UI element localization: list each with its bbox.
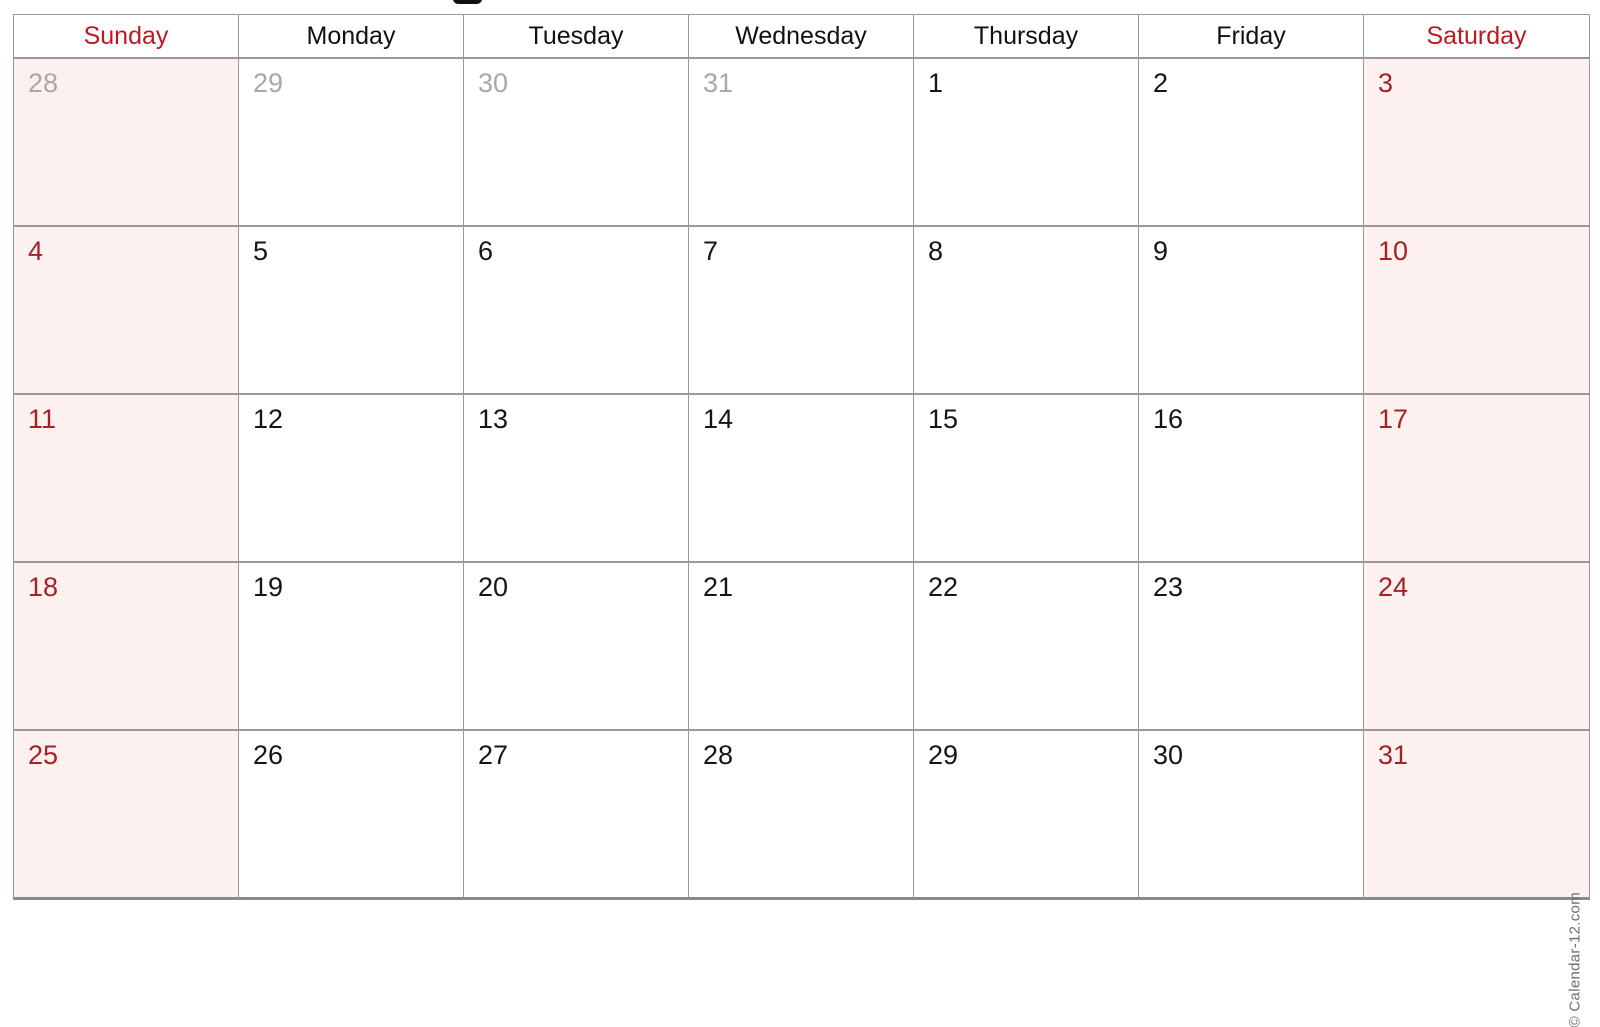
week-row-3 xyxy=(14,393,1589,561)
day-cell-16: 16 xyxy=(1139,395,1364,561)
day-cell-prev-29: 29 xyxy=(239,59,464,225)
week-row-4 xyxy=(14,561,1589,729)
weekday-header-row xyxy=(14,15,1589,57)
week-row-2 xyxy=(14,225,1589,393)
day-cell-21: 21 xyxy=(689,563,914,729)
watermark-credit: © Calendar-12.com xyxy=(1566,892,1583,1027)
week-row-1 xyxy=(14,57,1589,225)
day-cell-10: 10 xyxy=(1364,227,1589,393)
weekday-header-saturday: Saturday xyxy=(1364,15,1589,57)
weekday-header-monday: Monday xyxy=(239,15,464,57)
day-cell-3: 3 xyxy=(1364,59,1589,225)
day-cell-24: 24 xyxy=(1364,563,1589,729)
day-cell-prev-30: 30 xyxy=(464,59,689,225)
week-row-5 xyxy=(14,729,1589,897)
day-cell-7: 7 xyxy=(689,227,914,393)
day-cell-15: 15 xyxy=(914,395,1139,561)
day-cell-25: 25 xyxy=(14,731,239,897)
day-cell-prev-28: 28 xyxy=(14,59,239,225)
day-cell-26: 26 xyxy=(239,731,464,897)
day-cell-20: 20 xyxy=(464,563,689,729)
day-cell-6: 6 xyxy=(464,227,689,393)
day-cell-29: 29 xyxy=(914,731,1139,897)
day-cell-22: 22 xyxy=(914,563,1139,729)
day-cell-31: 31 xyxy=(1364,731,1589,897)
day-cell-9: 9 xyxy=(1139,227,1364,393)
day-cell-18: 18 xyxy=(14,563,239,729)
weekday-header-tuesday: Tuesday xyxy=(464,15,689,57)
day-cell-8: 8 xyxy=(914,227,1139,393)
day-cell-4: 4 xyxy=(14,227,239,393)
cropped-title-fragment xyxy=(453,0,482,4)
day-cell-30: 30 xyxy=(1139,731,1364,897)
day-cell-19: 19 xyxy=(239,563,464,729)
day-cell-12: 12 xyxy=(239,395,464,561)
day-cell-2: 2 xyxy=(1139,59,1364,225)
day-cell-14: 14 xyxy=(689,395,914,561)
day-cell-5: 5 xyxy=(239,227,464,393)
monthly-calendar xyxy=(13,14,1590,1027)
day-cell-23: 23 xyxy=(1139,563,1364,729)
day-cell-28: 28 xyxy=(689,731,914,897)
day-cell-11: 11 xyxy=(14,395,239,561)
day-cell-13: 13 xyxy=(464,395,689,561)
day-cell-17: 17 xyxy=(1364,395,1589,561)
day-cell-27: 27 xyxy=(464,731,689,897)
weekday-header-wednesday: Wednesday xyxy=(689,15,914,57)
weekday-header-sunday: Sunday xyxy=(14,15,239,57)
weekday-header-thursday: Thursday xyxy=(914,15,1139,57)
weekday-header-friday: Friday xyxy=(1139,15,1364,57)
day-cell-prev-31: 31 xyxy=(689,59,914,225)
day-cell-1: 1 xyxy=(914,59,1139,225)
